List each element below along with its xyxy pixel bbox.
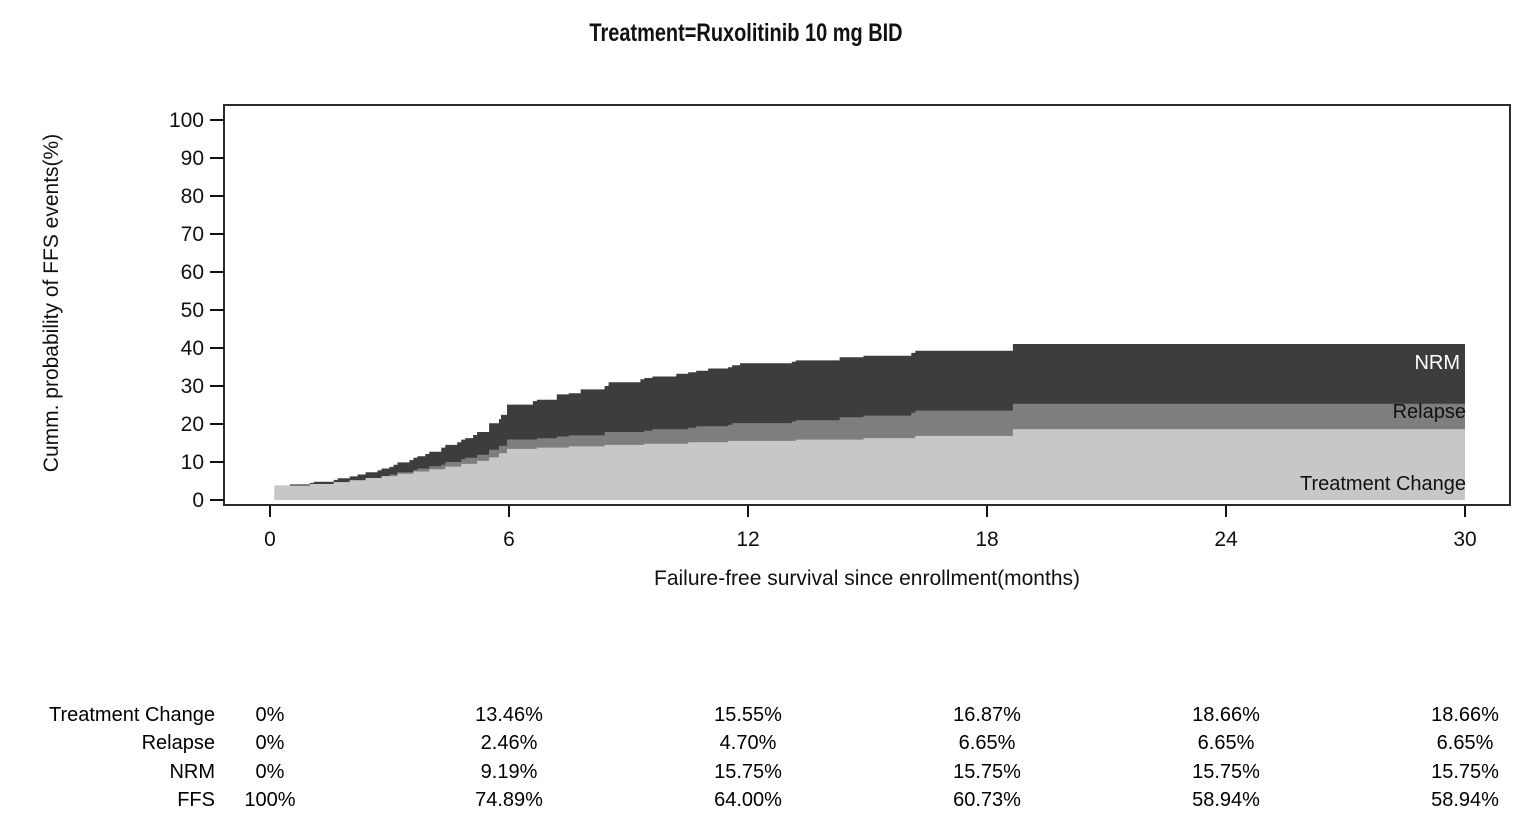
x-axis-label: Failure-free survival since enrollment(months) <box>654 567 1080 590</box>
table-value: 0% <box>255 704 285 726</box>
y-tick-label: 60 <box>180 261 204 284</box>
y-tick-label: 90 <box>180 147 204 170</box>
table-value: 13.46% <box>475 704 543 726</box>
table-value: 2.46% <box>480 732 538 754</box>
y-tick-label: 50 <box>180 299 204 322</box>
y-tick-label: 100 <box>168 109 204 132</box>
table-value: 6.65% <box>1197 732 1255 754</box>
table-value: 100% <box>244 789 296 811</box>
table-value: 15.75% <box>953 761 1021 783</box>
y-axis-label: Cumm. probability of FFS events(%) <box>40 133 63 473</box>
y-tick-label: 80 <box>180 185 204 208</box>
table-value: 0% <box>255 732 285 754</box>
table-row-label: NRM <box>169 761 215 783</box>
y-tick-label: 0 <box>192 489 204 512</box>
table-value: 15.75% <box>1192 761 1260 783</box>
table-value: 18.66% <box>1192 704 1260 726</box>
table-value: 15.75% <box>1431 761 1499 783</box>
table-row-label: Treatment Change <box>48 704 215 726</box>
nrm-area-label: NRM <box>1414 352 1460 374</box>
y-tick-label: 20 <box>180 413 204 436</box>
table-value: 15.75% <box>714 761 782 783</box>
table-row-label: FFS <box>177 789 215 811</box>
table-value: 4.70% <box>719 732 777 754</box>
x-tick-label: 24 <box>1214 528 1238 551</box>
x-tick-label: 30 <box>1453 528 1477 551</box>
table-value: 16.87% <box>953 704 1021 726</box>
y-tick-label: 10 <box>180 451 204 474</box>
table-value: 64.00% <box>714 789 782 811</box>
table-value: 58.94% <box>1192 789 1260 811</box>
table-row-label: Relapse <box>141 732 215 754</box>
table-value: 18.66% <box>1431 704 1499 726</box>
x-tick-label: 0 <box>264 528 276 551</box>
table-value: 60.73% <box>953 789 1021 811</box>
table-value: 0% <box>255 761 285 783</box>
chart-title: Treatment=Ruxolitinib 10 mg BID <box>589 19 903 48</box>
table-value: 74.89% <box>475 789 543 811</box>
treatment-change-area-label: Treatment Change <box>1299 473 1466 495</box>
table-value: 6.65% <box>958 732 1016 754</box>
table-value: 15.55% <box>714 704 782 726</box>
relapse-area-label: Relapse <box>1392 401 1466 423</box>
table-value: 58.94% <box>1431 789 1499 811</box>
x-tick-label: 6 <box>503 528 515 551</box>
x-tick-label: 18 <box>975 528 999 551</box>
x-tick-label: 12 <box>736 528 760 551</box>
table-value: 6.65% <box>1436 732 1494 754</box>
y-tick-label: 40 <box>180 337 204 360</box>
y-tick-label: 70 <box>180 223 204 246</box>
table-value: 9.19% <box>480 761 538 783</box>
y-tick-label: 30 <box>180 375 204 398</box>
